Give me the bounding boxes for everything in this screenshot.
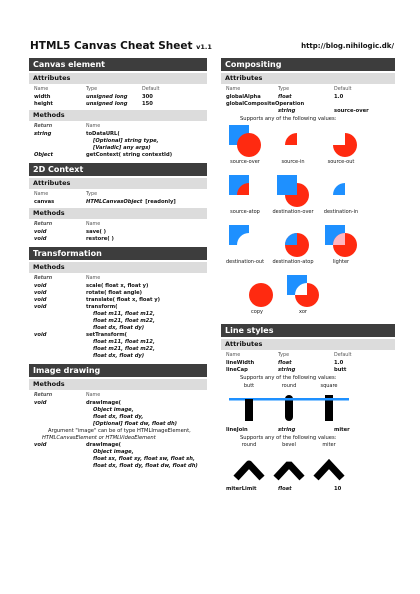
table-row — [34, 414, 207, 421]
composite-copy-icon — [240, 274, 274, 308]
attr-name: lineCap — [226, 367, 248, 373]
context-methods-header: Methods — [29, 208, 207, 219]
table-row — [226, 367, 395, 374]
attr-name: globalCompositeOperation — [226, 101, 305, 107]
table-row — [34, 131, 207, 138]
table-row — [34, 400, 207, 407]
cap-round — [269, 383, 309, 426]
table-header-row — [34, 86, 207, 93]
canvas-methods-header: Methods — [29, 110, 207, 121]
table-row — [226, 101, 395, 108]
method-name: getContext( string contextId) — [86, 152, 173, 158]
method-return: void — [34, 297, 47, 303]
col-header: Return — [34, 276, 53, 281]
compositing-attributes-table — [226, 86, 395, 123]
method-arg: float m21, float m22, — [93, 318, 155, 324]
note-text: HTMLCanvasElement or HTMLVideoElement — [42, 435, 156, 441]
method-name: toDataURL( — [86, 131, 120, 137]
composite-destination-in-icon — [324, 174, 358, 208]
col-header: Name — [34, 192, 49, 197]
op-label: destination-out — [225, 259, 265, 265]
method-arg: float dx, float dy, float dw, float dh) — [93, 463, 198, 469]
method-arg: [Variadic] any args) — [93, 145, 151, 151]
table-row — [34, 449, 207, 456]
table-header-row — [226, 352, 395, 359]
method-return: string — [34, 131, 52, 137]
join-round — [229, 442, 269, 485]
method-arg: float sx, float sy, float sw, float sh, — [93, 456, 195, 462]
table-row — [34, 428, 207, 435]
version-label: v1.1 — [196, 43, 212, 51]
col-header: Type — [278, 353, 290, 358]
op-label: lighter — [332, 259, 350, 265]
op-source-over — [221, 124, 269, 165]
op-xor — [279, 274, 327, 315]
method-return: void — [34, 332, 47, 338]
method-name: drawImage( — [86, 442, 122, 448]
method-arg: Object image, — [93, 407, 134, 413]
attr-default: 10 — [334, 486, 342, 492]
cap-label: square — [320, 383, 338, 389]
attr-name: lineJoin — [226, 427, 248, 433]
join-bevel — [269, 442, 309, 485]
table-row — [34, 407, 207, 414]
join-miter — [309, 442, 349, 485]
table-row — [34, 463, 207, 470]
op-label: source-over — [230, 159, 260, 165]
page-title: HTML5 Canvas Cheat Sheet v1.1 — [30, 40, 212, 52]
linejoin-table — [226, 427, 395, 442]
method-return: void — [34, 229, 47, 235]
attr-type: unsigned long — [86, 101, 128, 107]
op-source-out — [317, 124, 365, 165]
table-row — [226, 360, 395, 367]
method-return: void — [34, 442, 47, 448]
attr-type: float — [278, 360, 292, 366]
linejoin-bevel-icon — [269, 449, 309, 481]
method-name: restore( ) — [86, 236, 114, 242]
cap-butt — [229, 383, 269, 426]
linecap-samples — [221, 383, 395, 425]
table-row — [34, 456, 207, 463]
col-header: Type — [86, 192, 98, 197]
table-row — [34, 325, 207, 332]
op-label: destination-over — [272, 209, 314, 215]
composite-destination-out-icon — [228, 224, 262, 258]
method-name: save( ) — [86, 229, 107, 235]
col-header: Name — [34, 87, 49, 92]
op-lighter — [317, 224, 365, 265]
table-row — [34, 353, 207, 360]
method-return: void — [34, 283, 47, 289]
composite-source-atop-icon — [228, 174, 262, 208]
col-header: Name — [86, 124, 101, 129]
col-header: Default — [334, 87, 352, 92]
image-methods-header: Methods — [29, 379, 207, 390]
method-name: setTransform( — [86, 332, 128, 338]
method-arg: float dx, float dy) — [93, 353, 145, 359]
op-destination-in — [317, 174, 365, 215]
table-row — [34, 152, 207, 159]
context-attributes-header: Attributes — [29, 178, 207, 189]
op-destination-atop — [269, 224, 317, 265]
canvas-methods-table — [34, 123, 207, 159]
attr-type: string — [278, 108, 296, 114]
table-row — [226, 94, 395, 101]
attr-type: float — [278, 486, 292, 492]
linecap-round-icon — [269, 390, 309, 422]
attr-type: string — [278, 427, 296, 433]
method-name: rotate( float angle) — [86, 290, 143, 296]
composite-source-in-icon — [276, 124, 310, 158]
compositing-attributes-header: Attributes — [221, 73, 395, 84]
method-arg: [Optional] string type, — [93, 138, 159, 144]
attr-type: float — [278, 94, 292, 100]
table-row — [226, 486, 395, 493]
table-header-row — [34, 123, 207, 130]
context-methods-table — [34, 221, 207, 243]
table-row — [34, 94, 207, 101]
line-attributes-table — [226, 352, 395, 382]
method-arg: float m11, float m12, — [93, 339, 155, 345]
table-row — [34, 145, 207, 152]
method-return: Object — [34, 152, 53, 158]
cap-square — [309, 383, 349, 426]
cap-label: butt — [243, 383, 255, 389]
attr-default: butt — [334, 367, 347, 373]
op-label: source-atop — [230, 209, 260, 215]
table-row — [34, 283, 207, 290]
op-source-in — [269, 124, 317, 165]
section-compositing: Compositing — [221, 58, 395, 71]
op-copy — [233, 274, 281, 315]
method-name: translate( float x, float y) — [86, 297, 161, 303]
method-name: transform( — [86, 304, 118, 310]
method-arg: float m21, float m22, — [93, 346, 155, 352]
compositing-grid — [221, 124, 395, 320]
table-row — [34, 346, 207, 353]
section-line-styles: Line styles — [221, 324, 395, 337]
method-return: void — [34, 290, 47, 296]
supports-note: Supports any of the following values: — [240, 375, 337, 381]
col-header: Name — [86, 222, 101, 227]
method-name: scale( float x, float y) — [86, 283, 149, 289]
canvas-attributes-header: Attributes — [29, 73, 207, 84]
table-header-row — [34, 275, 207, 282]
op-label: destination-in — [323, 209, 359, 215]
col-header: Type — [278, 87, 290, 92]
linecap-square-icon — [309, 390, 349, 422]
section-transformation: Transformation — [29, 247, 207, 260]
col-header: Name — [86, 393, 101, 398]
method-return: void — [34, 236, 47, 242]
table-row — [34, 290, 207, 297]
method-return: void — [34, 400, 47, 406]
attr-type: HTMLCanvasObject — [86, 199, 143, 205]
composite-lighter-icon — [324, 224, 358, 258]
table-row — [34, 229, 207, 236]
table-row — [34, 318, 207, 325]
attr-default: 1.0 — [334, 360, 344, 366]
transformation-methods-table — [34, 275, 207, 360]
method-arg: Object image, — [93, 449, 134, 455]
linejoin-round-icon — [229, 449, 269, 481]
linejoin-miter-icon — [309, 449, 349, 481]
blog-url[interactable]: http://blog.nihilogic.dk/ — [301, 42, 394, 50]
join-label: round — [241, 442, 257, 448]
line-attributes-header: Attributes — [221, 339, 395, 350]
table-row — [34, 435, 207, 442]
table-row — [34, 339, 207, 346]
join-label: miter — [322, 442, 336, 448]
attr-default: source-over — [334, 108, 369, 114]
section-2d-context: 2D Context — [29, 163, 207, 176]
left-column — [29, 58, 207, 470]
table-row — [226, 427, 395, 434]
table-row — [34, 297, 207, 304]
table-header-row — [34, 392, 207, 399]
composite-destination-atop-icon — [276, 224, 310, 258]
op-label: source-in — [281, 159, 305, 165]
note-text: Argument "image" can be of type HTMLImageElement, — [48, 428, 191, 434]
table-row — [34, 442, 207, 449]
table-row — [34, 332, 207, 339]
image-methods-table — [34, 392, 207, 470]
canvas-attributes-table — [34, 86, 207, 108]
attr-name: lineWidth — [226, 360, 255, 366]
supports-note: Supports any of the following values: — [240, 435, 337, 441]
op-source-atop — [221, 174, 269, 215]
linejoin-samples — [221, 442, 395, 484]
col-header: Default — [142, 87, 160, 92]
op-destination-out — [221, 224, 269, 265]
transformation-methods-header: Methods — [29, 262, 207, 273]
attr-default: 1.0 — [334, 94, 344, 100]
attr-name: miterLimit — [226, 486, 257, 492]
attr-type: unsigned long — [86, 94, 128, 100]
table-row — [226, 108, 395, 115]
section-image-drawing: Image drawing — [29, 364, 207, 377]
method-arg: [Optional] float dw, float dh) — [93, 421, 178, 427]
table-header-row — [34, 191, 207, 198]
col-header: Name — [226, 353, 241, 358]
cap-label: round — [281, 383, 297, 389]
col-header: Default — [334, 353, 352, 358]
op-label: source-out — [327, 159, 355, 165]
composite-source-out-icon — [324, 124, 358, 158]
op-destination-over — [269, 174, 317, 215]
table-row — [34, 304, 207, 311]
attr-default: 150 — [142, 101, 153, 107]
attr-default: 300 — [142, 94, 153, 100]
attr-default: miter — [334, 427, 350, 433]
attr-suffix: [readonly] — [145, 199, 176, 205]
table-row — [34, 199, 207, 206]
table-row — [34, 101, 207, 108]
composite-source-over-icon — [228, 124, 262, 158]
attr-name: canvas — [34, 199, 55, 205]
page-header — [30, 40, 394, 54]
composite-xor-icon — [286, 274, 320, 308]
linecap-butt-icon — [229, 390, 269, 422]
table-row — [34, 311, 207, 318]
composite-destination-over-icon — [276, 174, 310, 208]
section-canvas-element: Canvas element — [29, 58, 207, 71]
op-label: xor — [299, 309, 307, 315]
col-header: Return — [34, 222, 53, 227]
op-label: copy — [251, 309, 263, 315]
method-return: void — [34, 304, 47, 310]
table-row — [34, 138, 207, 145]
table-row — [34, 236, 207, 243]
method-arg: float dx, float dy, — [93, 414, 144, 420]
attr-name: width — [34, 94, 51, 100]
attr-name: height — [34, 101, 53, 107]
right-column — [221, 58, 395, 493]
col-header: Name — [226, 87, 241, 92]
attr-type: string — [278, 367, 296, 373]
miterlimit-table — [226, 486, 395, 493]
op-label: destination-atop — [272, 259, 314, 265]
table-header-row — [226, 86, 395, 93]
supports-note: Supports any of the following values: — [240, 116, 337, 122]
context-attributes-table — [34, 191, 207, 206]
method-name: drawImage( — [86, 400, 122, 406]
col-header: Name — [86, 276, 101, 281]
attr-name: globalAlpha — [226, 94, 261, 100]
table-row — [34, 421, 207, 428]
method-arg: float m11, float m12, — [93, 311, 155, 317]
join-label: bevel — [282, 442, 296, 448]
method-arg: float dx, float dy) — [93, 325, 145, 331]
col-header: Return — [34, 124, 53, 129]
table-header-row — [34, 221, 207, 228]
col-header: Return — [34, 393, 53, 398]
col-header: Type — [86, 87, 98, 92]
